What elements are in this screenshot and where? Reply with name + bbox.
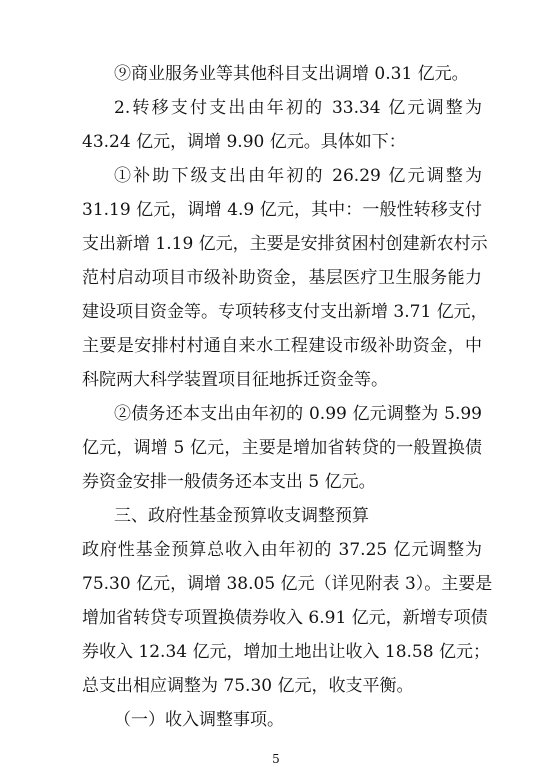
subsection-heading: （一）收入调整事项。 bbox=[114, 710, 284, 730]
text-line: 科院两大科学装置项目征地拆迁资金等。 bbox=[82, 370, 388, 390]
text-line: 31.19 亿元，调增 4.9 亿元，其中：一般性转移支付 bbox=[82, 200, 482, 220]
text-line: ②债务还本支出由年初的 0.99 亿元调整为 5.99 bbox=[114, 404, 482, 424]
text-line: 75.30 亿元，调增 38.05 亿元（详见附表 3）。主要是 bbox=[82, 574, 493, 594]
text-line: 43.24 亿元，调增 9.90 亿元。具体如下： bbox=[82, 132, 406, 152]
text-line: 建设项目资金等。专项转移支付支出新增 3.71 亿元， bbox=[82, 302, 488, 322]
text-line: 2.转移支付支出由年初的 33.34 亿元调整为 bbox=[114, 98, 482, 118]
text-line: 主要是安排村村通自来水工程建设市级补助资金，中 bbox=[82, 336, 482, 356]
text-line: 券资金安排一般债务还本支出 5 亿元。 bbox=[82, 472, 376, 492]
text-line: 亿元，调增 5 亿元，主要是增加省转贷的一般置换债 bbox=[82, 438, 482, 458]
text-line: 增加省转贷专项置换债券收入 6.91 亿元，新增专项债 bbox=[82, 608, 488, 628]
page-number: 5 bbox=[272, 752, 280, 766]
text-line: 政府性基金预算总收入由年初的 37.25 亿元调整为 bbox=[82, 540, 482, 560]
text-line: ①补助下级支出由年初的 26.29 亿元调整为 bbox=[114, 166, 482, 186]
text-line: ⑨商业服务业等其他科目支出调增 0.31 亿元。 bbox=[114, 64, 469, 84]
text-line: 券收入 12.34 亿元，增加土地出让收入 18.58 亿元； bbox=[82, 642, 490, 662]
text-line: 范村启动项目市级补助资金，基层医疗卫生服务能力 bbox=[82, 268, 482, 288]
text-line: 总支出相应调整为 75.30 亿元，收支平衡。 bbox=[82, 676, 414, 696]
section-heading: 三、政府性基金预算收支调整预算 bbox=[114, 506, 369, 526]
text-line: 支出新增 1.19 亿元，主要是安排贫困村创建新农村示 bbox=[82, 234, 488, 254]
